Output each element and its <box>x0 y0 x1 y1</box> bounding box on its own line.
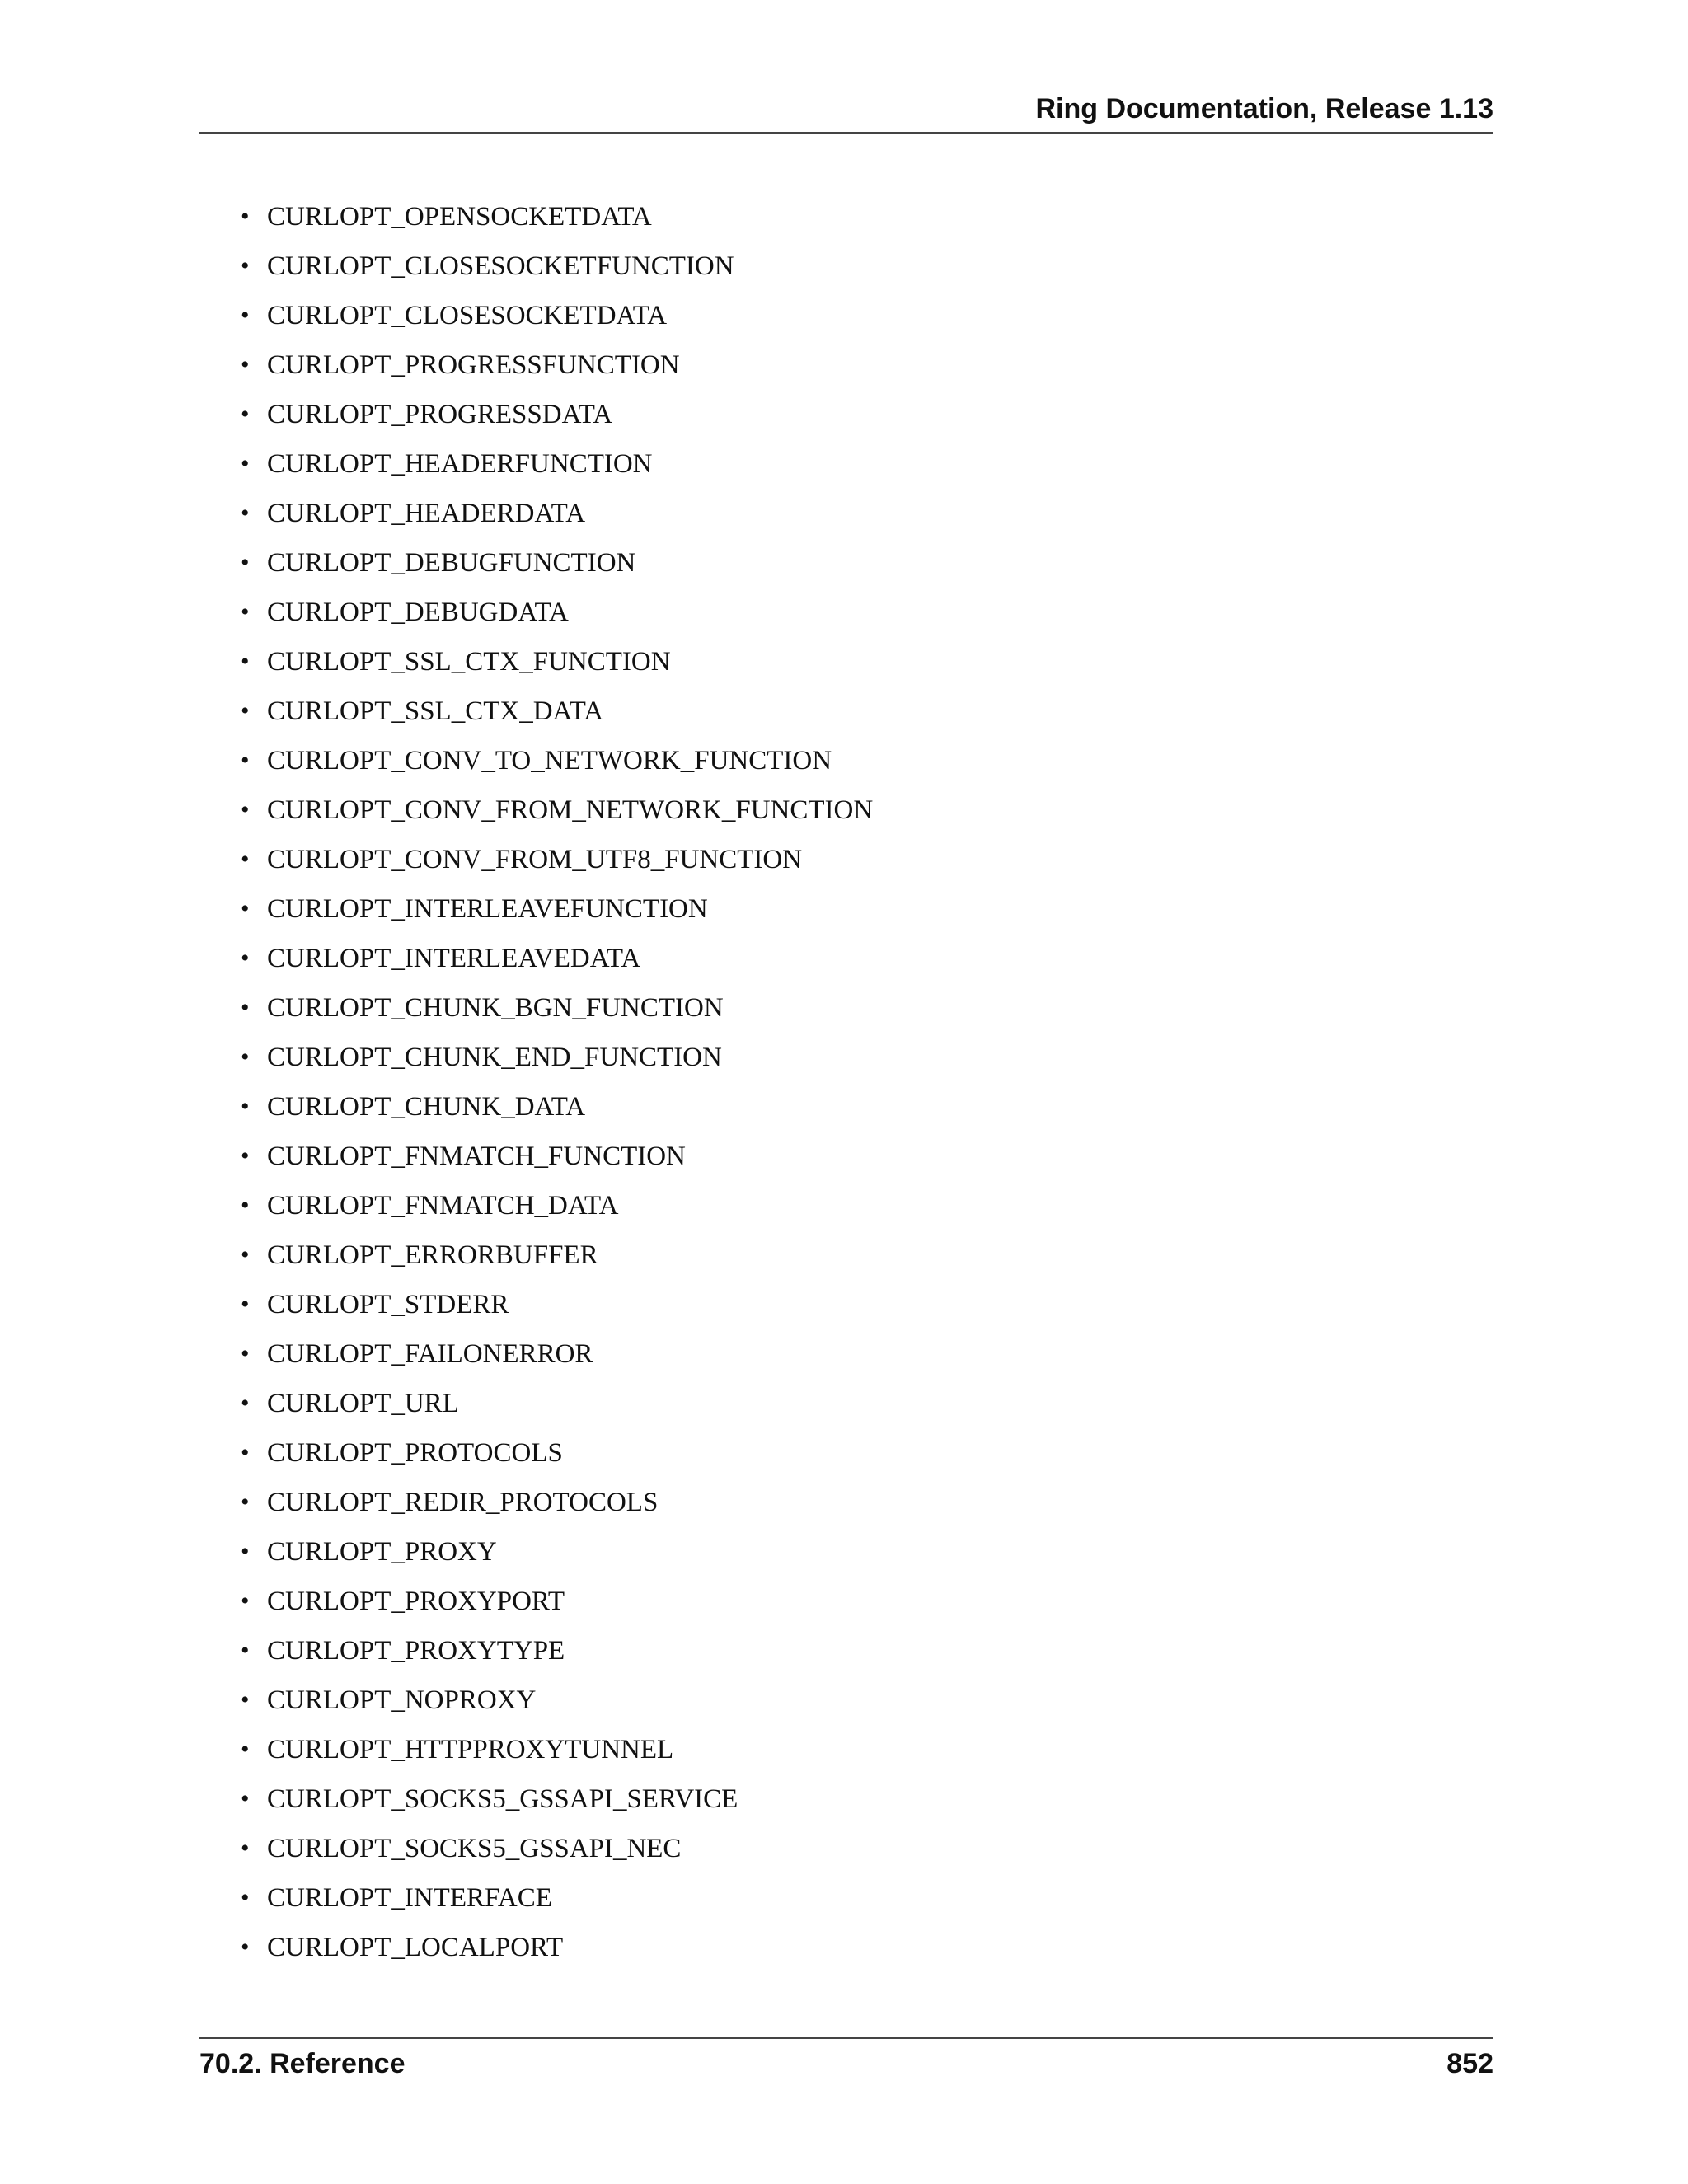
page-header <box>199 89 1493 134</box>
bullet-icon: • <box>241 1390 250 1417</box>
list-item <box>241 1681 873 1731</box>
list-item-text: CURLOPT_LOCALPORT <box>267 1933 564 1962</box>
list-item-text: CURLOPT_SSL_CTX_FUNCTION <box>267 647 671 677</box>
list-item-text: CURLOPT_CONV_TO_NETWORK_FUNCTION <box>267 746 832 776</box>
list-item <box>241 346 873 396</box>
list-item <box>241 1187 873 1236</box>
list-item-text: CURLOPT_CHUNK_DATA <box>267 1092 586 1122</box>
list-item <box>241 791 873 841</box>
list-item-text: CURLOPT_INTERFACE <box>267 1883 552 1913</box>
list-item <box>241 1632 873 1681</box>
list-item-text: CURLOPT_REDIR_PROTOCOLS <box>267 1488 659 1517</box>
list-item-text: CURLOPT_HTTPPROXYTUNNEL <box>267 1735 674 1765</box>
list-item <box>241 445 873 494</box>
bullet-icon: • <box>241 1736 250 1763</box>
bullet-icon: • <box>241 648 250 675</box>
list-item-text: CURLOPT_STDERR <box>267 1290 509 1319</box>
list-item <box>241 247 873 297</box>
bullet-icon: • <box>241 1043 250 1071</box>
bullet-icon: • <box>241 944 250 972</box>
bullet-icon: • <box>241 1142 250 1169</box>
bullet-icon: • <box>241 1587 250 1615</box>
list-item-text: CURLOPT_PROGRESSFUNCTION <box>267 350 680 380</box>
page-footer <box>199 2037 1493 2088</box>
page-number: 852 <box>1447 2048 1493 2079</box>
list-item <box>241 593 873 643</box>
list-item <box>241 841 873 890</box>
list-item <box>241 1879 873 1929</box>
list-item-text: CURLOPT_CHUNK_END_FUNCTION <box>267 1043 722 1072</box>
list-item <box>241 1137 873 1187</box>
list-item-text: CURLOPT_FNMATCH_DATA <box>267 1191 619 1221</box>
list-item <box>241 198 873 247</box>
list-item-text: CURLOPT_PROGRESSDATA <box>267 400 613 429</box>
list-item-text: CURLOPT_PROXY <box>267 1537 497 1567</box>
list-item <box>241 742 873 791</box>
bullet-icon: • <box>241 1538 250 1565</box>
bullet-icon: • <box>241 401 250 428</box>
list-item-text: CURLOPT_SSL_CTX_DATA <box>267 696 604 726</box>
list-item-text: CURLOPT_CLOSESOCKETFUNCTION <box>267 251 734 281</box>
list-item-text: CURLOPT_CHUNK_BGN_FUNCTION <box>267 993 724 1023</box>
bullet-icon: • <box>241 796 250 823</box>
list-item <box>241 1335 873 1385</box>
bullet-icon: • <box>241 1835 250 1862</box>
bullet-icon: • <box>241 1291 250 1318</box>
bullet-icon: • <box>241 252 250 279</box>
list-item-text: CURLOPT_PROXYPORT <box>267 1586 565 1616</box>
list-item <box>241 940 873 989</box>
list-item-text: CURLOPT_URL <box>267 1389 459 1418</box>
list-item <box>241 1731 873 1780</box>
document-title: Ring Documentation, Release 1.13 <box>1035 93 1493 124</box>
bullet-icon: • <box>241 1439 250 1466</box>
list-item-text: CURLOPT_SOCKS5_GSSAPI_SERVICE <box>267 1784 738 1814</box>
list-item <box>241 1434 873 1483</box>
list-item-text: CURLOPT_INTERLEAVEDATA <box>267 944 641 973</box>
bullet-icon: • <box>241 1686 250 1713</box>
list-item-text: CURLOPT_HEADERDATA <box>267 499 586 528</box>
bullet-icon: • <box>241 1933 250 1961</box>
list-item <box>241 494 873 544</box>
bullet-icon: • <box>241 1093 250 1120</box>
list-item <box>241 1088 873 1137</box>
bullet-icon: • <box>241 1241 250 1268</box>
bullet-icon: • <box>241 598 250 626</box>
list-item-text: CURLOPT_ERRORBUFFER <box>267 1240 598 1270</box>
list-item <box>241 989 873 1038</box>
bullet-icon: • <box>241 697 250 724</box>
bullet-icon: • <box>241 351 250 378</box>
bullet-icon: • <box>241 1637 250 1664</box>
list-item-text: CURLOPT_DEBUGDATA <box>267 598 569 627</box>
list-item <box>241 1038 873 1088</box>
list-item <box>241 1533 873 1582</box>
bullet-icon: • <box>241 1340 250 1367</box>
bullet-icon: • <box>241 1785 250 1812</box>
list-item <box>241 643 873 692</box>
bullet-icon: • <box>241 549 250 576</box>
bullet-icon: • <box>241 1488 250 1516</box>
list-item <box>241 1929 873 1978</box>
list-item-text: CURLOPT_PROTOCOLS <box>267 1438 563 1468</box>
list-item <box>241 297 873 346</box>
list-item-text: CURLOPT_NOPROXY <box>267 1685 537 1715</box>
list-item-text: CURLOPT_CLOSESOCKETDATA <box>267 301 668 330</box>
list-item <box>241 1830 873 1879</box>
list-item <box>241 1286 873 1335</box>
bullet-icon: • <box>241 846 250 873</box>
list-item-text: CURLOPT_FNMATCH_FUNCTION <box>267 1141 686 1171</box>
bullet-icon: • <box>241 994 250 1021</box>
list-item-text: CURLOPT_CONV_FROM_UTF8_FUNCTION <box>267 845 803 874</box>
bullet-icon: • <box>241 450 250 477</box>
list-item <box>241 1582 873 1632</box>
list-item-text: CURLOPT_CONV_FROM_NETWORK_FUNCTION <box>267 795 874 825</box>
list-item <box>241 396 873 445</box>
list-item <box>241 890 873 940</box>
bullet-icon: • <box>241 895 250 922</box>
list-item <box>241 1236 873 1286</box>
list-item-text: CURLOPT_INTERLEAVEFUNCTION <box>267 894 708 924</box>
bullet-icon: • <box>241 203 250 230</box>
list-item-text: CURLOPT_DEBUGFUNCTION <box>267 548 636 578</box>
curlopt-list <box>241 198 873 1978</box>
list-item <box>241 1483 873 1533</box>
bullet-icon: • <box>241 1192 250 1219</box>
list-item-text: CURLOPT_FAILONERROR <box>267 1339 593 1369</box>
bullet-icon: • <box>241 1884 250 1911</box>
section-reference: 70.2. Reference <box>199 2048 406 2079</box>
list-item <box>241 1780 873 1830</box>
list-item <box>241 544 873 593</box>
list-item-text: CURLOPT_PROXYTYPE <box>267 1636 565 1666</box>
bullet-icon: • <box>241 499 250 527</box>
list-item-text: CURLOPT_SOCKS5_GSSAPI_NEC <box>267 1834 682 1863</box>
list-item <box>241 692 873 742</box>
list-item <box>241 1385 873 1434</box>
bullet-icon: • <box>241 747 250 774</box>
list-item-text: CURLOPT_OPENSOCKETDATA <box>267 202 652 232</box>
bullet-icon: • <box>241 302 250 329</box>
list-item-text: CURLOPT_HEADERFUNCTION <box>267 449 653 479</box>
